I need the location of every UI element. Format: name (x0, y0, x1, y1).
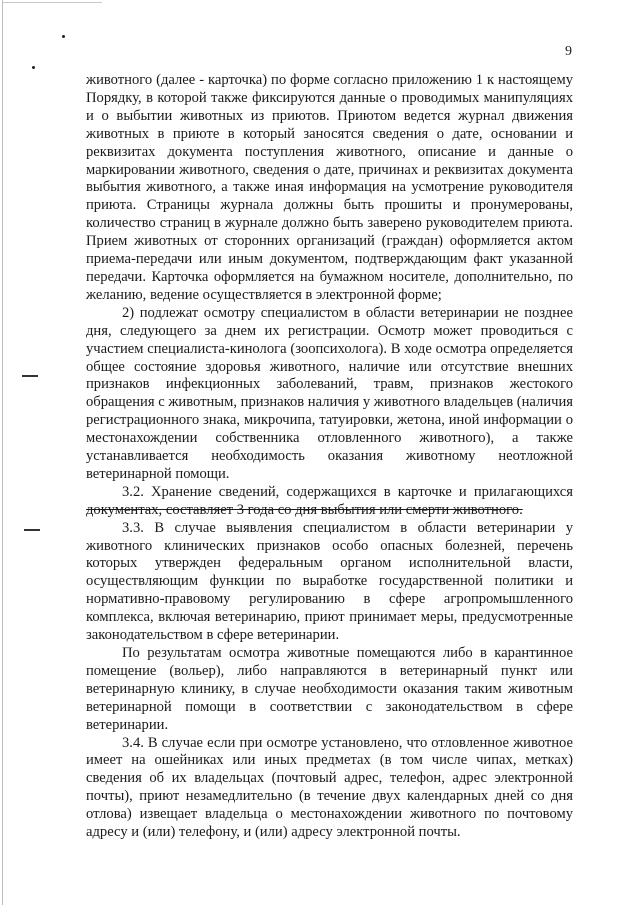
paragraph: 2) подлежат осмотру специалистом в области ветеринарии не позднее дня, следующего за днем их регистрации. Осмотр может проводиться с участием специалиста-кинолога (зоопсихолога). В ходе осмотра определяется общее состояние здоровья животного, наличие или отсутствие внешних признаков инфекционных заболеваний, травм, признаков жестокого обращения с животным, признаков наличия у животного владельцев (наличия регистрационного знака, микрочипа, татуировки, жетона, иной информации о местонахождении собственника отловленного животного), а также устанавливается необходимость оказания животному неотложной ветеринарной помощи. (86, 304, 573, 482)
scan-edge-left (2, 0, 3, 905)
margin-mark (24, 529, 40, 531)
paragraph: животного (далее - карточка) по форме согласно приложению 1 к настоящему Порядку, в которой также фиксируются данные о проводимых манипуляциях и о выбытии животных из приютов. Приютом ведется журнал движения животных в приюте в который заносятся сведения о дате, основании и реквизитах документа поступления животного, описание и данные о маркировании животного, сведения о дате, причинах и реквизитах документа выбытия животного, а также иная информация на усмотрение руководителя приюта. Страницы журнала должны быть прошиты и пронумерованы, количество страниц в журнале должно быть заверено руководителем приюта. Прием животных от сторонних организаций (граждан) оформляется актом приема-передачи или иным документом, подтверждающим факт указанной передачи. Карточка оформляется на бумажном носителе, дополнительно, по желанию, ведение осуществляется в электронной форме; (86, 72, 573, 303)
struck-text: документах, составляет 3 года со дня выбытия или смерти животного. (86, 501, 523, 518)
paragraph: 3.3. В случае выявления специалистом в области ветеринарии у животного клинических признаков особо опасных болезней, перечень которых утвержден федеральным органом исполнительной власти, осуществляющим функции по выработке государственной политики и нормативно-правовому регулированию в сфере агропромышленного комплекса, включая ветеринарию, приют принимает меры, предусмотренные законодательством в сфере ветеринарии. (86, 519, 573, 644)
paragraph (86, 484, 573, 520)
scan-speck (62, 35, 65, 38)
paragraph-text: 3.2. Хранение сведений, содержащихся в карточке и прилагающихся (122, 483, 573, 500)
page-number: 9 (565, 44, 572, 59)
margin-mark (22, 375, 38, 377)
paragraph: По результатам осмотра животные помещаются либо в карантинное помещение (вольер), либо направляются в ветеринарный пункт или ветеринарную клинику, в случае необходимости оказания таким животным ветеринарной помощи в соответствии с законодательством в сфере ветеринарии. (86, 645, 573, 733)
document-body (86, 72, 573, 842)
paragraph: 3.4. В случае если при осмотре установлено, что отловленное животное имеет на ошейниках или иных предметах (в том числе чипах, метках) сведения об их владельцах (почтовый адрес, телефон, адрес электронной почты), приют незамедлительно (в течение двух календарных дней со дня отлова) извещает владельца о местонахождении животного по почтовому адресу и (или) телефону, и (или) адресу электронной почты. (86, 734, 573, 841)
scan-edge-top (2, 2, 102, 3)
scan-speck (32, 66, 35, 69)
